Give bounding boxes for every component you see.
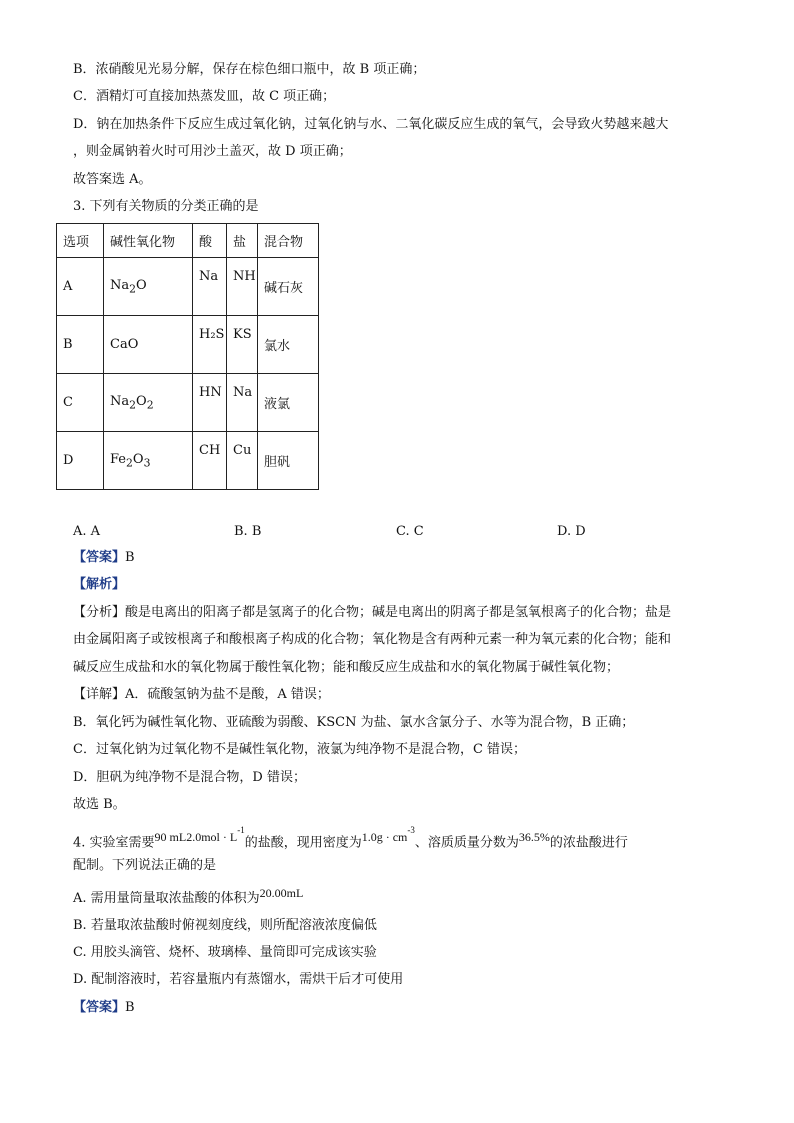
option-a: A. A [73, 524, 101, 539]
cell-acid: H₂S [193, 316, 227, 374]
option-d: D. D [557, 524, 586, 539]
question-4-cont: 配制。下列说法正确的是 [73, 858, 217, 873]
option-c: C. C [396, 524, 424, 539]
q4-option-b: B. 若量取浓盐酸时俯视刻度线，则所配溶液浓度偏低 [73, 918, 377, 933]
detail-line-5: 故选 B。 [73, 797, 126, 812]
cell-oxide: $Fe_2O_3$ [104, 432, 193, 490]
cell-option: C [57, 374, 104, 432]
cell-salt: Na [227, 374, 258, 432]
answer-q3: 【答案】B [73, 550, 135, 565]
question-3: 3. 下列有关物质的分类正确的是 [73, 199, 259, 214]
q4-option-a: A. 需用量筒量取浓盐酸的体积为20.00mL [73, 886, 304, 906]
header-basic-oxide: 碱性氧化物 [104, 224, 193, 258]
cell-acid: CH [193, 432, 227, 490]
header-acid: 酸 [193, 224, 227, 258]
header-mixture: 混合物 [258, 224, 319, 258]
header-option: 选项 [57, 224, 104, 258]
detail-line-2: B．氧化钙为碱性氧化物、亚硫酸为弱酸、KSCN 为盐、氯水含氯分子、水等为混合物，B 正确； [73, 715, 635, 730]
cell-acid: HN [193, 374, 227, 432]
cell-option: D [57, 432, 104, 490]
line-d-cont: ，则金属钠着火时可用沙土盖灭，故 D 项正确； [73, 144, 352, 159]
cell-option: B [57, 316, 104, 374]
cell-acid: Na [193, 258, 227, 316]
cell-oxide: CaO [104, 316, 193, 374]
analysis-line-1: 【分析】酸是电离出的阳离子都是氢离子的化合物；碱是电离出的阴离子都是氢氧根离子的化合物；盐是 [73, 605, 672, 620]
cell-mixture: 液氯 [258, 374, 319, 432]
cell-mixture: 碱石灰 [258, 258, 319, 316]
header-salt: 盐 [227, 224, 258, 258]
q4-option-c: C. 用胶头滴管、烧杯、玻璃棒、量筒即可完成该实验 [73, 945, 377, 960]
q4-option-d: D. 配制溶液时，若容量瓶内有蒸馏水，需烘干后才可使用 [73, 972, 404, 987]
analysis-line-3: 碱反应生成盐和水的氧化物属于酸性氧化物；能和酸反应生成盐和水的氧化物属于碱性氧化物； [73, 660, 620, 675]
analysis-heading: 【解析】 [73, 577, 126, 592]
cell-oxide: $Na_2O$ [104, 258, 193, 316]
cell-oxide: $Na_2O_2$ [104, 374, 193, 432]
line-answer-a: 故答案选 A。 [73, 172, 152, 187]
line-b: B．浓硝酸见光易分解，保存在棕色细口瓶中，故 B 项正确； [73, 62, 426, 77]
cell-mixture: 氯水 [258, 316, 319, 374]
cell-salt: KS [227, 316, 258, 374]
question-4: 4. 实验室需要90 $mL2.0mol \cdot L^{-1}$的盐酸，现用密度为$1.0g \cdot cm^{-3}$、溶质质量分数为36.5%的浓盐酸进行 [73, 825, 628, 851]
cell-salt: NH [227, 258, 258, 316]
detail-line-1: 【详解】A．硫酸氢钠为盐不是酸，A 错误； [73, 687, 330, 702]
classification-table [56, 223, 319, 490]
option-b: B. B [234, 524, 262, 539]
line-d: D．钠在加热条件下反应生成过氧化钠，过氧化钠与水、二氧化碳反应生成的氧气，会导致火势越来越大 [73, 117, 669, 132]
detail-line-4: D．胆矾为纯净物不是混合物，D 错误； [73, 770, 306, 785]
cell-mixture: 胆矾 [258, 432, 319, 490]
cell-salt: Cu [227, 432, 258, 490]
line-c: C．酒精灯可直接加热蒸发皿，故 C 项正确； [73, 89, 336, 104]
analysis-line-2: 由金属阳离子或铵根离子和酸根离子构成的化合物；氧化物是含有两种元素一种为氧元素的化合物；能和 [73, 632, 672, 647]
answer-q4: 【答案】B [73, 1000, 135, 1015]
detail-line-3: C．过氧化钠为过氧化物不是碱性氧化物，液氯为纯净物不是混合物，C 错误； [73, 742, 527, 757]
cell-option: A [57, 258, 104, 316]
